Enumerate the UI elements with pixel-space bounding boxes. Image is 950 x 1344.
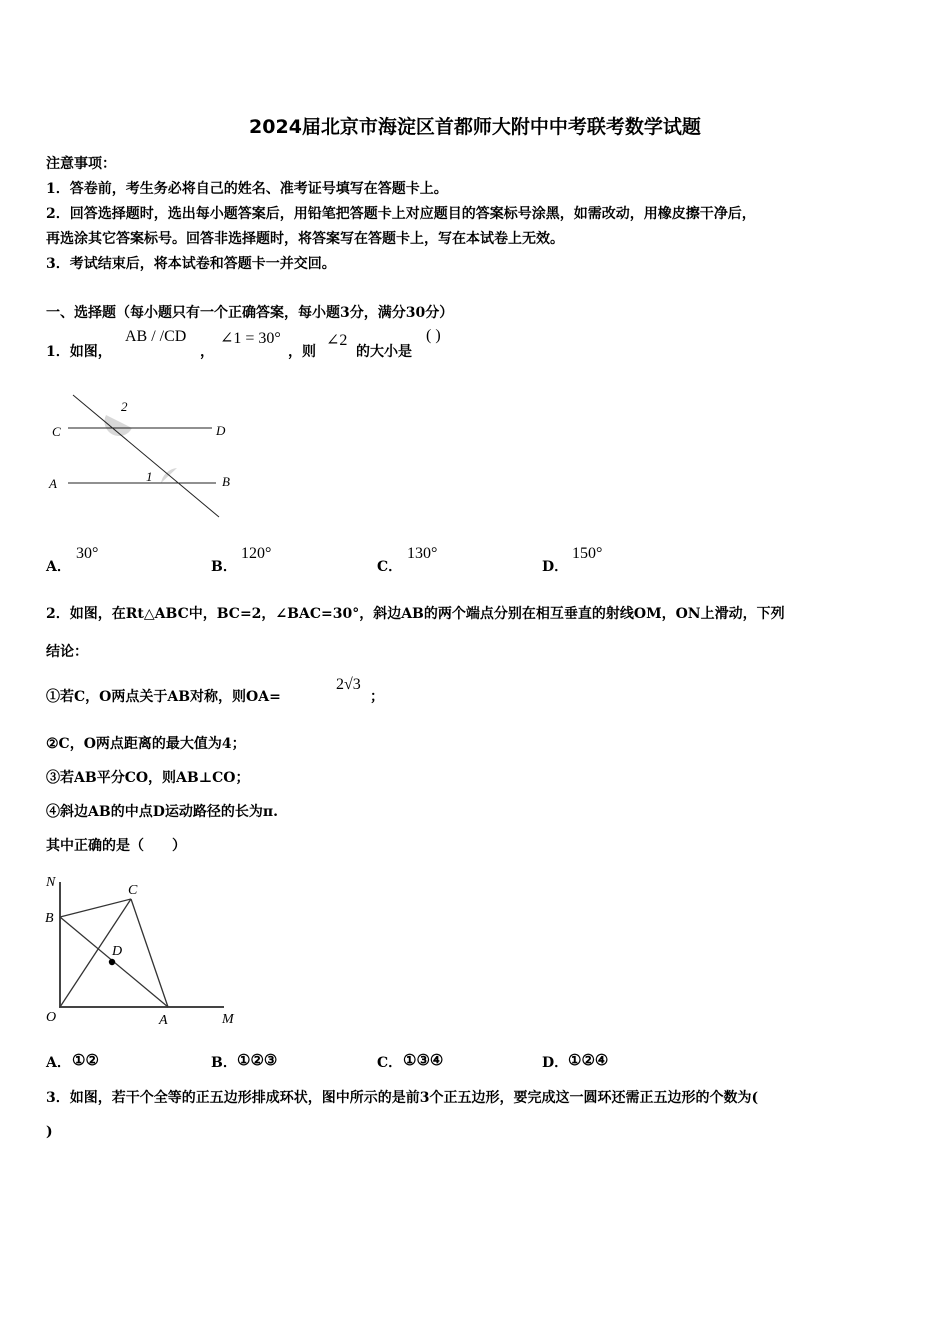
- q2-statement-1-math: 2√3: [336, 676, 361, 693]
- q2-option-a-value: ①②: [72, 1051, 99, 1069]
- q2-statement-4: ④斜边AB的中点D运动路径的长为π.: [46, 804, 278, 820]
- q2-option-c-value: ①③④: [403, 1051, 444, 1069]
- q1-figure: [40, 385, 240, 525]
- q2-label-a: A: [159, 1013, 168, 1028]
- q2-option-b-value: ①②③: [237, 1051, 278, 1069]
- q1-option-b-letter[interactable]: B．: [211, 559, 237, 575]
- q2-statement-1-suffix: ；: [370, 689, 384, 705]
- q1-condition-parallel: AB / /CD: [125, 328, 187, 345]
- q1-option-c-letter[interactable]: C．: [377, 559, 403, 575]
- q2-label-d: D: [112, 944, 123, 959]
- section-heading: 一、选择题（每小题只有一个正确答案，每小题3分，满分30分）: [46, 305, 454, 321]
- q1-option-d-letter[interactable]: D．: [542, 559, 569, 575]
- q1-label-b: B: [222, 474, 230, 489]
- q2-label-c: C: [128, 883, 138, 898]
- q1-target-angle: ∠2: [326, 332, 348, 349]
- q2-option-d-value: ①②④: [568, 1051, 609, 1069]
- q2-label-o: O: [46, 1010, 57, 1025]
- notice-item-2-line-2: 再选涂其它答案标号。回答非选择题时，将答案写在答题卡上，写在本试卷上无效。: [46, 231, 564, 247]
- q1-label-angle2: 2: [121, 399, 128, 414]
- q2-statement-2: ②C，O两点距离的最大值为4；: [46, 736, 246, 752]
- q2-stem-line-1: 2．如图，在Rt△ABC中，BC=2，∠BAC=30°，斜边AB的两个端点分别在相互垂直的射线OM，ON上滑动，下列: [46, 606, 785, 622]
- q1-condition-angle: ∠1 = 30°: [220, 330, 281, 347]
- q1-suffix: 的大小是: [356, 344, 412, 360]
- notice-item-3: 3．考试结束后，将本试卷和答题卡一并交回。: [46, 256, 336, 272]
- q1-answer-paren: ( ): [426, 327, 441, 344]
- q2-option-a-letter[interactable]: A．: [46, 1055, 71, 1071]
- q1-option-a-letter[interactable]: A．: [46, 559, 71, 575]
- q2-option-c-letter[interactable]: C．: [377, 1055, 403, 1071]
- q2-label-n: N: [46, 875, 56, 890]
- notice-heading: 注意事项：: [46, 156, 116, 172]
- q2-ask: 其中正确的是（ ）: [46, 838, 186, 854]
- q2-option-d-letter[interactable]: D．: [542, 1055, 569, 1071]
- q1-separator-1: ，: [200, 344, 214, 360]
- q2-stem-line-2: 结论：: [46, 644, 88, 660]
- q2-midpoint-d: [109, 959, 115, 965]
- q2-figure: [40, 870, 250, 1030]
- q1-transversal: [73, 395, 219, 517]
- page-title: 2024届北京市海淀区首都师大附中中考联考数学试题: [249, 116, 701, 138]
- q3-stem-line-2: ): [46, 1124, 53, 1140]
- q1-option-a-value: 30°: [76, 545, 99, 562]
- q1-separator-2: ，则: [288, 344, 316, 360]
- q1-label-c: C: [52, 424, 61, 439]
- notice-item-2-line-1: 2．回答选择题时，选出每小题答案后，用铅笔把答题卡上对应题目的答案标号涂黑，如需改动，用橡皮擦干净后，: [46, 206, 756, 222]
- q2-label-m: M: [222, 1012, 234, 1027]
- q2-statement-1-prefix: ①若C，O两点关于AB对称，则OA=: [46, 689, 281, 705]
- q2-option-b-letter[interactable]: B．: [211, 1055, 237, 1071]
- q1-option-c-value: 130°: [407, 545, 438, 562]
- q2-label-b: B: [45, 911, 54, 926]
- q1-prefix: 1．如图，: [46, 344, 112, 360]
- q2-statement-3: ③若AB平分CO，则AB⊥CO；: [46, 770, 250, 786]
- q1-option-d-value: 150°: [572, 545, 603, 562]
- q1-label-angle1: 1: [146, 469, 153, 484]
- notice-item-1: 1．答卷前，考生务必将自己的姓名、准考证号填写在答题卡上。: [46, 181, 448, 197]
- q1-label-d: D: [216, 423, 226, 438]
- q1-option-b-value: 120°: [241, 545, 272, 562]
- q1-label-a: A: [49, 476, 57, 491]
- q3-stem-line-1: 3．如图，若干个全等的正五边形排成环状，图中所示的是前3个正五边形，要完成这一圆环还需正五边形的个数为(: [46, 1090, 759, 1106]
